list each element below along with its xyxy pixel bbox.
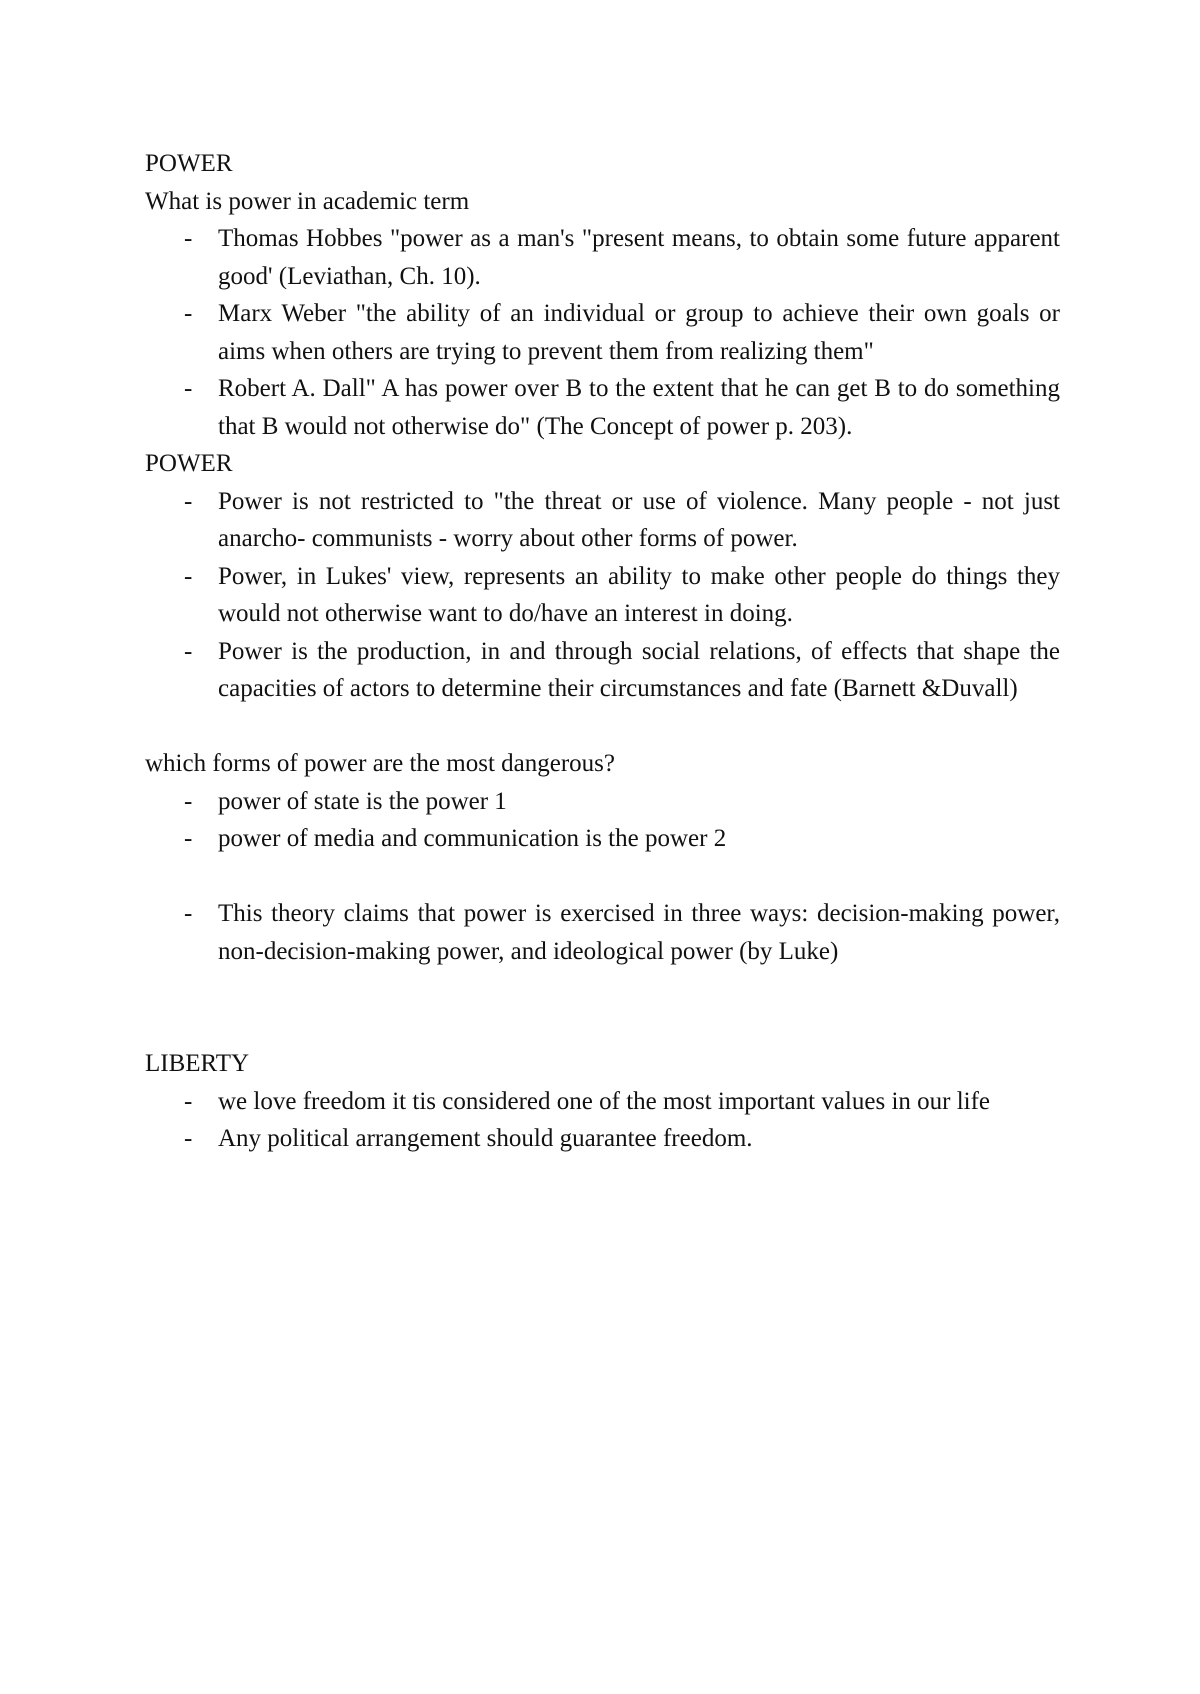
document-page: [145, 145, 1060, 1158]
bullet-dash: -: [184, 900, 193, 927]
list-item: - Marx Weber "the ability of an individual or group to achieve their own goals or aims when others are trying to prevent them from realizing them": [145, 295, 1060, 370]
blank-line: [145, 708, 1060, 746]
question-line: which forms of power are the most dangerous?: [145, 750, 615, 777]
bullet-dash: -: [184, 1087, 193, 1115]
bullet-dash: -: [184, 787, 193, 815]
section-heading-power-2: POWER: [145, 450, 233, 477]
list-item: - Any political arrangement should guarantee freedom.: [145, 1120, 1060, 1158]
list-item: - Thomas Hobbes "power as a man's "present means, to obtain some future apparent good' (Leviathan, Ch. 10).: [145, 220, 1060, 295]
list-item: - power of state is the power 1: [145, 783, 1060, 821]
bullet-dash: -: [184, 562, 193, 590]
list-item: - Power is the production, in and through social relations, of effects that shape the capacities of actors to determine their circumstances and fate (Barnett &Duvall): [145, 633, 1060, 708]
list-item: - we love freedom it tis considered one of the most important values in our life: [145, 1083, 1060, 1121]
bullet-dash: -: [184, 300, 193, 327]
bullet-dash: -: [184, 487, 193, 515]
definitions-list: [145, 220, 1060, 445]
blank-line: [145, 858, 1060, 896]
section-heading-power-1: POWER: [145, 150, 233, 177]
list-item: - Power, in Lukes' view, represents an ability to make other people do things they would not otherwise want to do/have an interest in doing.: [145, 558, 1060, 633]
bullet-dash: -: [184, 375, 193, 402]
list-item: - Robert A. Dall" A has power over B to the extent that he can get B to do something that B would not otherwise do" (The Concept of power p. 203).: [145, 370, 1060, 445]
section-subheading: What is power in academic term: [145, 187, 470, 215]
blank-lines: [145, 970, 1060, 1045]
bullet-dash: -: [184, 637, 193, 665]
bullet-dash: -: [184, 825, 193, 852]
list-item: - power of media and communication is the power 2: [145, 820, 1060, 858]
bullet-dash: -: [184, 225, 193, 252]
list-item: - This theory claims that power is exercised in three ways: decision-making power, non-decision-making power, and ideological power (by Luke): [145, 895, 1060, 970]
power-views-list: [145, 483, 1060, 708]
dangerous-forms-list: [145, 783, 1060, 858]
bullet-dash: -: [184, 1125, 193, 1152]
section-heading-liberty: LIBERTY: [145, 1050, 250, 1077]
list-item: - Power is not restricted to "the threat or use of violence. Many people - not just anarcho- communists - worry about other forms of power.: [145, 483, 1060, 558]
theory-list: [145, 895, 1060, 970]
liberty-list: [145, 1083, 1060, 1158]
